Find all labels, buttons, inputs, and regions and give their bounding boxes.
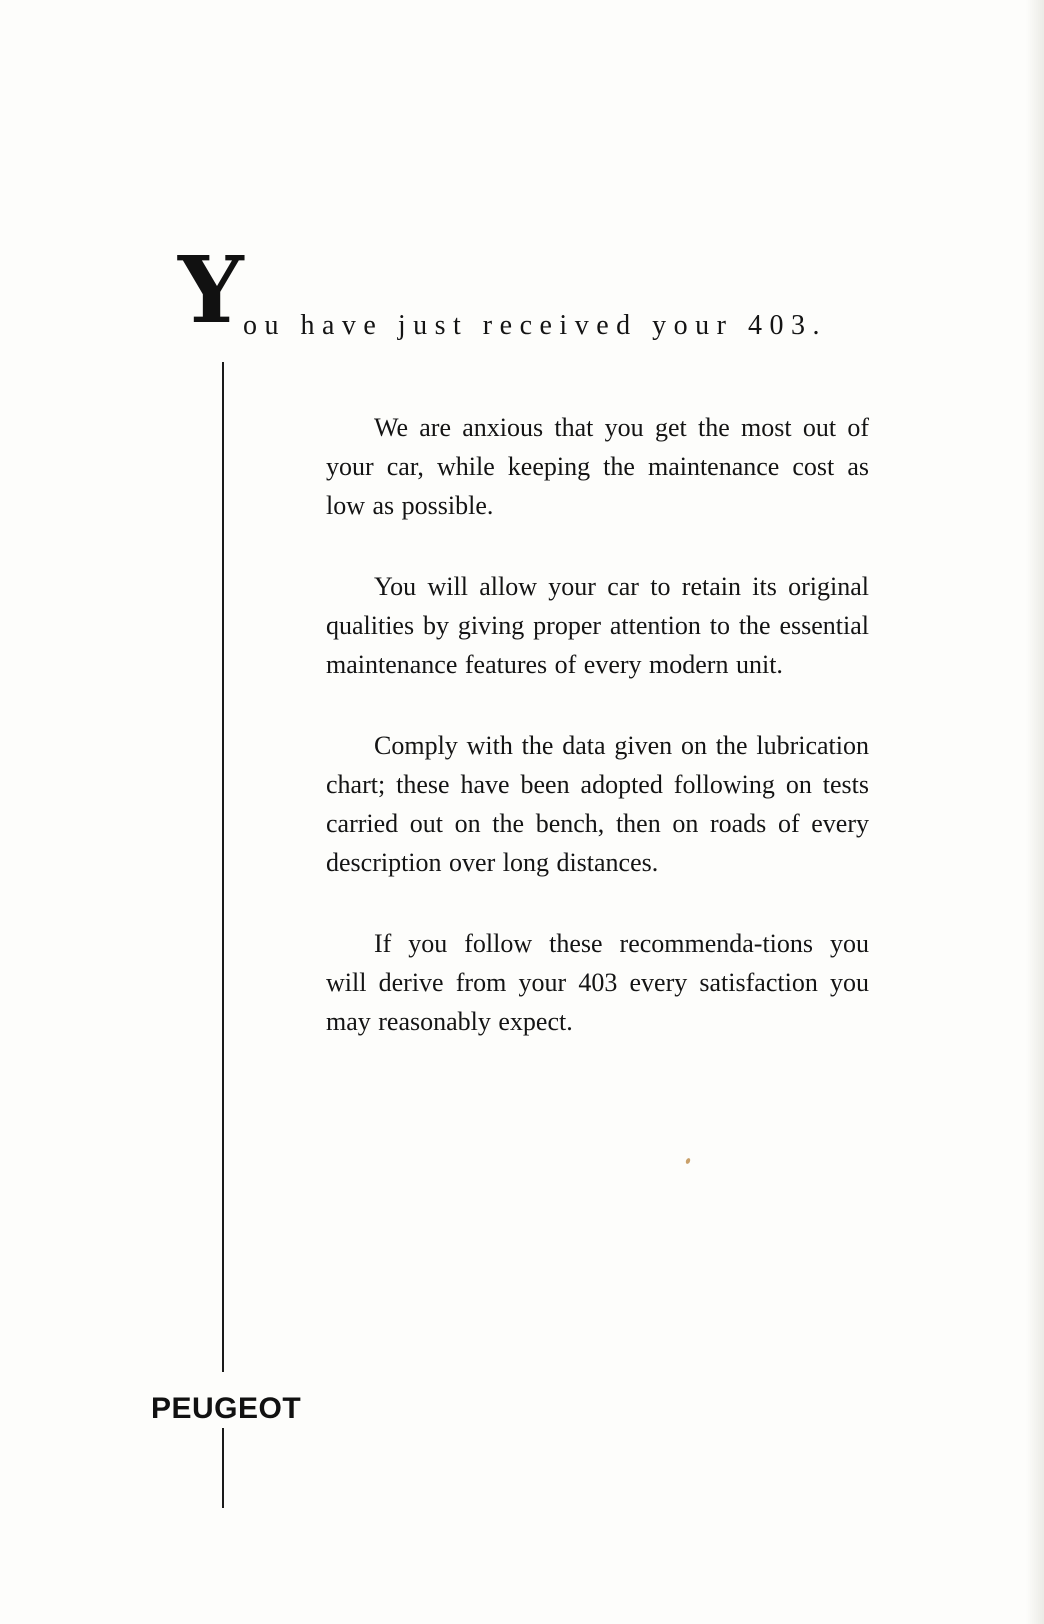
brand-logo: PEUGEOT xyxy=(151,1392,302,1425)
vertical-rule-lower xyxy=(222,1428,224,1508)
body-text xyxy=(326,408,869,1083)
vertical-rule-upper xyxy=(222,362,224,1372)
drop-cap-initial: Y xyxy=(178,236,244,344)
intro-heading: ou have just received your 403. xyxy=(243,310,827,341)
paragraph: If you follow these recommenda-tions you will derive from your 403 every satisfaction you may reasonably expect. xyxy=(326,929,869,1036)
paragraph: We are anxious that you get the most out of your car, while keeping the maintenance cost as low as possible. xyxy=(326,413,869,520)
paragraph: You will allow your car to retain its original qualities by giving proper attention to the essential maintenance features of every modern unit. xyxy=(326,572,869,679)
paragraph: Comply with the data given on the lubrication chart; these have been adopted following on tests carried out on the bench, then on roads of every description over long distances. xyxy=(326,731,869,877)
page-edge-shadow xyxy=(1026,0,1044,1624)
paper-speck xyxy=(685,1157,691,1164)
